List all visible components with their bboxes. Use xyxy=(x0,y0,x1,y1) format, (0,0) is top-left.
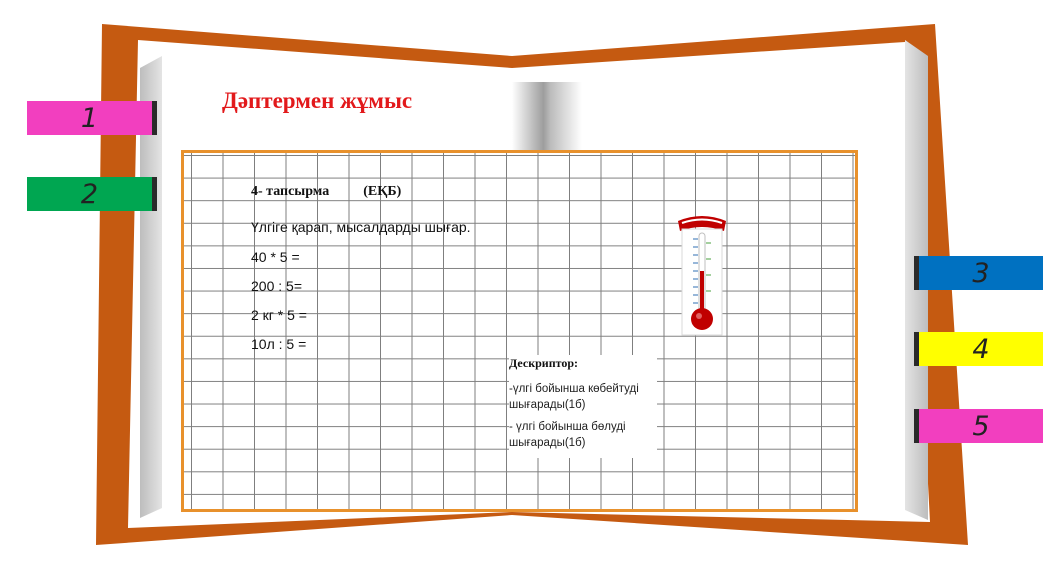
tab-5[interactable] xyxy=(914,409,1043,443)
tab-2-label: 2 xyxy=(80,178,99,210)
tab-4-label: 4 xyxy=(972,333,990,365)
example-1: 40 * 5 = xyxy=(251,249,300,265)
task-instruction: Үлгіге қарап, мысалдарды шығар. xyxy=(251,219,471,235)
descriptor-item: - үлгі бойынша бөлуді шығарады(1б) xyxy=(509,421,626,449)
tab-1-label: 1 xyxy=(80,102,99,134)
tab-3[interactable] xyxy=(914,256,1043,290)
descriptor-item: -үлгі бойынша көбейтуді шығарады(1б) xyxy=(509,383,639,411)
tab-2[interactable] xyxy=(27,177,157,211)
tab-1[interactable] xyxy=(27,101,157,135)
tab-5-label: 5 xyxy=(972,410,990,442)
tab-3-label: 3 xyxy=(972,257,990,289)
tab-4[interactable] xyxy=(914,332,1043,366)
notebook-grid xyxy=(181,150,858,512)
example-3: 2 кг * 5 = xyxy=(251,307,307,323)
thermometer-icon xyxy=(674,211,730,337)
task-title: 4- тапсырма xyxy=(251,184,330,199)
task-tag: (ЕҚБ) xyxy=(363,184,402,199)
descriptor-title: Дескриптор: xyxy=(509,356,579,370)
task-heading xyxy=(251,184,401,200)
descriptor-box xyxy=(509,355,657,458)
slide-title: Дәптермен жұмыс xyxy=(222,88,413,113)
example-4: 10л : 5 = xyxy=(251,336,307,352)
example-2: 200 : 5= xyxy=(251,278,302,294)
